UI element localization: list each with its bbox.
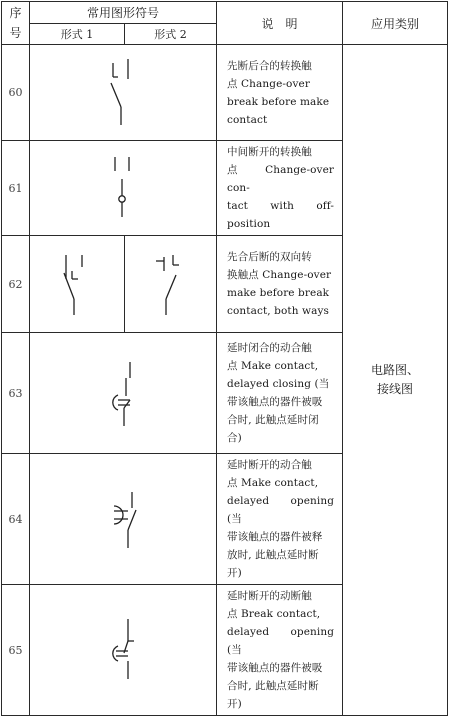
header-form2: 形式 2 (125, 24, 217, 45)
delayed-closing-make-contact-icon (88, 348, 158, 438)
desc-line: 合) (227, 432, 242, 444)
desc-line: 合时, 此触点延时断 (227, 680, 319, 692)
row-seq: 63 (2, 333, 30, 454)
desc-line: 延时断开的动合触 (227, 459, 312, 471)
desc-line: 点 Make contact, (227, 360, 319, 372)
desc-line: contact, both ways (227, 305, 329, 317)
desc-line: 放时, 此触点延时断 (227, 549, 319, 561)
row-symbol (30, 454, 217, 585)
header-symbol-group: 常用图形符号 (30, 2, 217, 24)
make-before-break-form1-icon (52, 249, 102, 319)
desc-line: 延时闭合的动合触 (227, 342, 312, 354)
row-seq: 61 (2, 141, 30, 236)
row-description (217, 585, 343, 716)
symbol-table (1, 1, 448, 716)
row-symbol (30, 333, 217, 454)
row-category: 电路图、 接线图 (343, 45, 448, 716)
row-symbol (30, 45, 217, 141)
desc-line: contact (227, 113, 268, 126)
row-description (217, 333, 343, 454)
desc-line: make before break (227, 287, 330, 299)
row-seq: 65 (2, 585, 30, 716)
desc-line: 点 Make contact, (227, 477, 319, 489)
desc-line: 开) (227, 567, 242, 579)
desc-line: 换触点 Change-over (227, 269, 332, 281)
desc-line: 合时, 此触点延时闭 (227, 414, 319, 426)
desc-line: 先合后断的双向转 (227, 251, 312, 263)
row-seq: 60 (2, 45, 30, 141)
desc-line: 点 Break contact, (227, 608, 321, 620)
desc-line: 中间断开的转换触 (227, 146, 312, 158)
desc-line: tact with off-position (227, 200, 335, 230)
row-description (217, 454, 343, 585)
desc-line: 带该触点的器件被释 (227, 531, 323, 543)
row-seq: 64 (2, 454, 30, 585)
desc-line: delayed opening (当 (227, 626, 335, 656)
desc-line: 点 Change-over (227, 77, 310, 90)
delayed-opening-break-contact-icon (88, 605, 158, 695)
make-before-break-form2-icon (146, 249, 196, 319)
header-seq: 序 号 (2, 2, 30, 45)
desc-line: 开) (227, 698, 242, 710)
desc-line: delayed closing (当 (227, 378, 330, 390)
row-symbol (30, 585, 217, 716)
table-row (2, 45, 448, 141)
change-over-off-position-icon (93, 153, 153, 223)
desc-line: 带该触点的器件被吸 (227, 396, 323, 408)
row-seq: 62 (2, 236, 30, 333)
row-description (217, 236, 343, 333)
header-description: 说 明 (217, 2, 343, 45)
header-form1: 形式 1 (30, 24, 125, 45)
desc-line: 点 Change-over con- (227, 164, 335, 194)
row-symbol-form2 (125, 236, 217, 333)
change-over-break-before-make-icon (93, 53, 153, 133)
desc-line: 带该触点的器件被吸 (227, 662, 323, 674)
desc-line: delayed opening (当 (227, 495, 335, 525)
row-symbol-form1 (30, 236, 125, 333)
row-description (217, 45, 343, 141)
desc-line: 先断后合的转换触 (227, 59, 312, 72)
desc-line: break before make (227, 95, 330, 108)
header-category: 应用类别 (343, 2, 448, 45)
row-symbol (30, 141, 217, 236)
desc-line: 延时断开的动断触 (227, 590, 312, 602)
row-description (217, 141, 343, 236)
delayed-opening-make-contact-icon (88, 474, 158, 564)
